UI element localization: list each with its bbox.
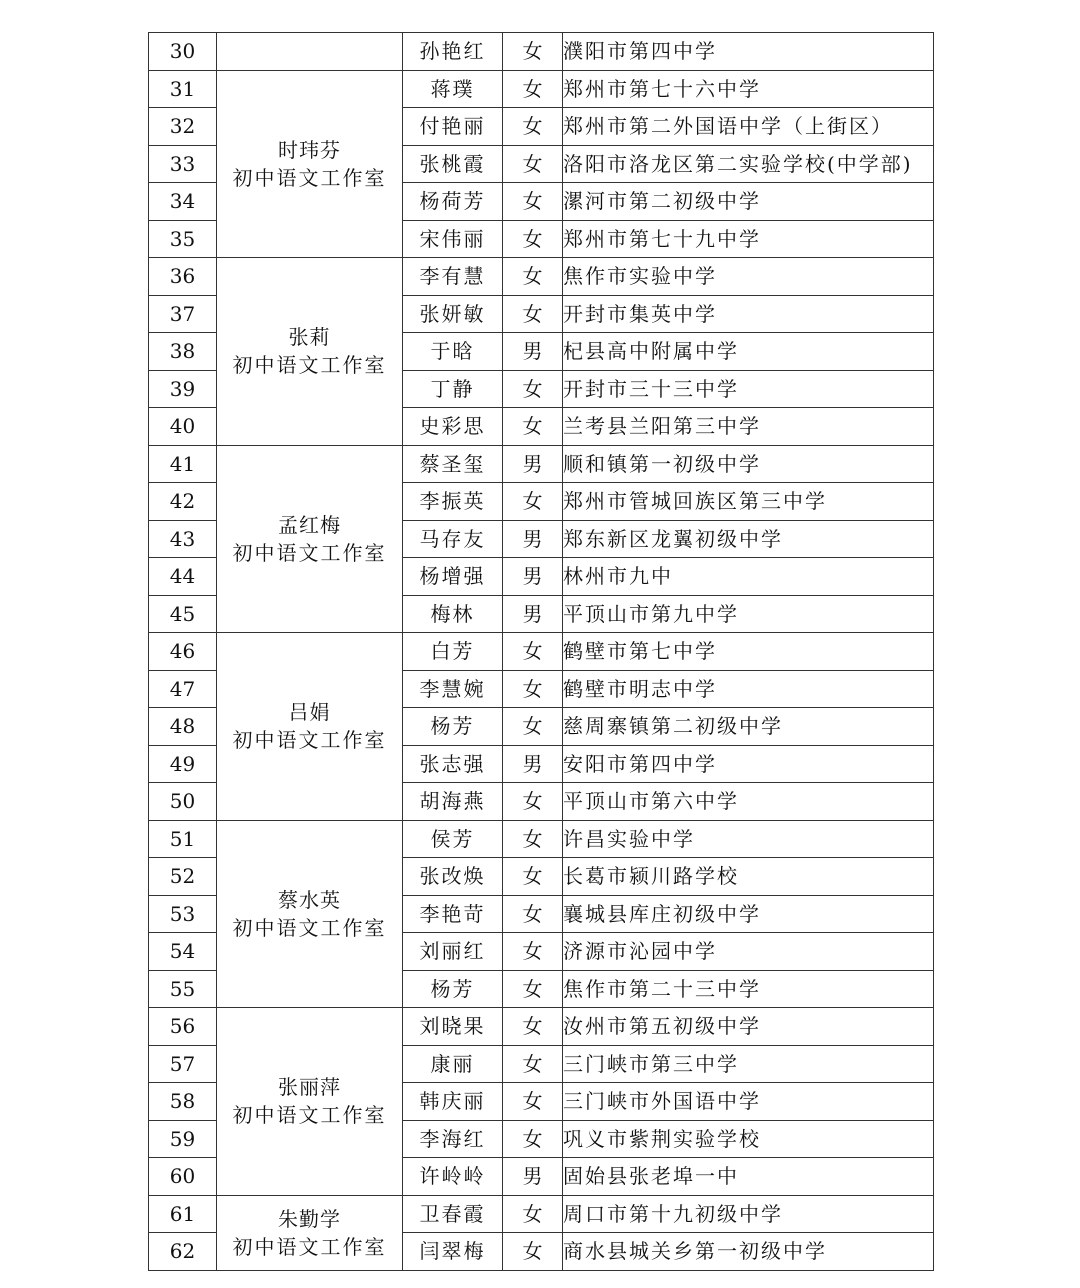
member-school: 开封市三十三中学 (563, 370, 934, 408)
member-name: 张志强 (403, 745, 503, 783)
member-name: 刘晓果 (403, 1008, 503, 1046)
studio-cell (217, 1008, 403, 1196)
member-name: 蔡圣玺 (403, 445, 503, 483)
row-number: 53 (149, 895, 217, 933)
member-school: 固始县张老埠一中 (563, 1158, 934, 1196)
member-school: 平顶山市第九中学 (563, 595, 934, 633)
member-name: 丁静 (403, 370, 503, 408)
member-school: 郑州市第七十六中学 (563, 70, 934, 108)
member-name: 韩庆丽 (403, 1083, 503, 1121)
member-gender: 男 (503, 558, 563, 596)
member-gender: 女 (503, 1120, 563, 1158)
studio-cell (217, 820, 403, 1008)
row-number: 54 (149, 933, 217, 971)
member-school: 巩义市紫荆实验学校 (563, 1120, 934, 1158)
row-number: 30 (149, 33, 217, 71)
member-school: 濮阳市第四中学 (563, 33, 934, 71)
member-name: 于晗 (403, 333, 503, 371)
member-gender: 女 (503, 183, 563, 221)
member-name: 杨芳 (403, 970, 503, 1008)
member-name: 许岭岭 (403, 1158, 503, 1196)
row-number: 46 (149, 633, 217, 671)
member-gender: 女 (503, 1045, 563, 1083)
member-school: 兰考县兰阳第三中学 (563, 408, 934, 446)
member-name: 杨荷芳 (403, 183, 503, 221)
member-name: 蒋璞 (403, 70, 503, 108)
studio-cell (217, 258, 403, 446)
row-number: 38 (149, 333, 217, 371)
member-gender: 女 (503, 145, 563, 183)
row-number: 39 (149, 370, 217, 408)
member-gender: 女 (503, 408, 563, 446)
member-gender: 女 (503, 1195, 563, 1233)
row-number: 34 (149, 183, 217, 221)
member-school: 济源市沁园中学 (563, 933, 934, 971)
member-gender: 女 (503, 1083, 563, 1121)
member-school: 许昌实验中学 (563, 820, 934, 858)
member-name: 李振英 (403, 483, 503, 521)
studio-leader: 张莉 (288, 325, 331, 350)
member-name: 梅林 (403, 595, 503, 633)
row-number: 62 (149, 1233, 217, 1271)
member-name: 杨芳 (403, 708, 503, 746)
roster-body (149, 33, 934, 1271)
studio-cell (217, 70, 403, 258)
member-school: 慈周寨镇第二初级中学 (563, 708, 934, 746)
row-number: 43 (149, 520, 217, 558)
member-name: 李艳苛 (403, 895, 503, 933)
row-number: 42 (149, 483, 217, 521)
member-school: 郑州市第七十九中学 (563, 220, 934, 258)
studio-leader: 朱勤学 (278, 1206, 341, 1231)
member-gender: 男 (503, 445, 563, 483)
table-row (149, 820, 934, 858)
member-school: 焦作市实验中学 (563, 258, 934, 296)
table-row (149, 70, 934, 108)
member-school: 襄城县库庄初级中学 (563, 895, 934, 933)
studio-label: 初中语文工作室 (232, 165, 387, 190)
studio-cell (217, 445, 403, 633)
member-name: 康丽 (403, 1045, 503, 1083)
member-school: 郑东新区龙翼初级中学 (563, 520, 934, 558)
member-gender: 女 (503, 708, 563, 746)
member-school: 鹤壁市明志中学 (563, 670, 934, 708)
member-school: 漯河市第二初级中学 (563, 183, 934, 221)
studio-cell (217, 1195, 403, 1270)
member-gender: 男 (503, 745, 563, 783)
row-number: 50 (149, 783, 217, 821)
member-gender: 女 (503, 783, 563, 821)
member-gender: 女 (503, 1008, 563, 1046)
studio-leader: 时玮芬 (278, 137, 341, 162)
member-gender: 男 (503, 1158, 563, 1196)
row-number: 40 (149, 408, 217, 446)
member-school: 安阳市第四中学 (563, 745, 934, 783)
member-school: 周口市第十九初级中学 (563, 1195, 934, 1233)
row-number: 55 (149, 970, 217, 1008)
row-number: 51 (149, 820, 217, 858)
member-school: 郑州市第二外国语中学（上街区） (563, 108, 934, 146)
member-name: 杨增强 (403, 558, 503, 596)
member-gender: 女 (503, 483, 563, 521)
row-number: 56 (149, 1008, 217, 1046)
row-number: 31 (149, 70, 217, 108)
member-name: 李海红 (403, 1120, 503, 1158)
row-number: 35 (149, 220, 217, 258)
member-name: 白芳 (403, 633, 503, 671)
member-gender: 男 (503, 520, 563, 558)
member-name: 张改焕 (403, 858, 503, 896)
member-school: 平顶山市第六中学 (563, 783, 934, 821)
member-gender: 女 (503, 633, 563, 671)
member-gender: 女 (503, 33, 563, 71)
row-number: 37 (149, 295, 217, 333)
member-gender: 男 (503, 595, 563, 633)
table-row (149, 33, 934, 71)
row-number: 59 (149, 1120, 217, 1158)
studio-leader: 吕娟 (288, 700, 331, 725)
studio-cell (217, 633, 403, 821)
member-name: 胡海燕 (403, 783, 503, 821)
table-row (149, 633, 934, 671)
roster-table (148, 32, 934, 1271)
member-school: 长葛市颍川路学校 (563, 858, 934, 896)
studio-label: 初中语文工作室 (232, 728, 387, 753)
member-gender: 女 (503, 1233, 563, 1271)
member-name: 闫翠梅 (403, 1233, 503, 1271)
table-row (149, 445, 934, 483)
member-school: 顺和镇第一初级中学 (563, 445, 934, 483)
row-number: 60 (149, 1158, 217, 1196)
row-number: 61 (149, 1195, 217, 1233)
row-number: 52 (149, 858, 217, 896)
member-gender: 女 (503, 108, 563, 146)
member-name: 宋伟丽 (403, 220, 503, 258)
member-gender: 女 (503, 370, 563, 408)
studio-label: 初中语文工作室 (232, 353, 387, 378)
row-number: 57 (149, 1045, 217, 1083)
member-gender: 女 (503, 258, 563, 296)
member-gender: 男 (503, 333, 563, 371)
member-school: 鹤壁市第七中学 (563, 633, 934, 671)
member-school: 洛阳市洛龙区第二实验学校(中学部) (563, 145, 934, 183)
studio-label: 初中语文工作室 (232, 1103, 387, 1128)
member-gender: 女 (503, 858, 563, 896)
row-number: 41 (149, 445, 217, 483)
member-gender: 女 (503, 295, 563, 333)
row-number: 45 (149, 595, 217, 633)
member-gender: 女 (503, 895, 563, 933)
member-gender: 女 (503, 670, 563, 708)
row-number: 33 (149, 145, 217, 183)
studio-label: 初中语文工作室 (232, 540, 387, 565)
member-gender: 女 (503, 70, 563, 108)
member-school: 商水县城关乡第一初级中学 (563, 1233, 934, 1271)
member-name: 张妍敏 (403, 295, 503, 333)
member-school: 开封市集英中学 (563, 295, 934, 333)
studio-label: 初中语文工作室 (232, 1234, 387, 1259)
studio-leader: 张丽萍 (278, 1075, 341, 1100)
studio-cell (217, 33, 403, 71)
studio-leader: 孟红梅 (278, 512, 341, 537)
member-name: 张桃霞 (403, 145, 503, 183)
row-number: 36 (149, 258, 217, 296)
member-name: 孙艳红 (403, 33, 503, 71)
table-row (149, 258, 934, 296)
member-school: 杞县高中附属中学 (563, 333, 934, 371)
studio-leader: 蔡水英 (278, 887, 341, 912)
row-number: 44 (149, 558, 217, 596)
member-school: 郑州市管城回族区第三中学 (563, 483, 934, 521)
table-row (149, 1195, 934, 1233)
member-name: 史彩思 (403, 408, 503, 446)
member-name: 马存友 (403, 520, 503, 558)
member-gender: 女 (503, 220, 563, 258)
member-gender: 女 (503, 933, 563, 971)
member-school: 汝州市第五初级中学 (563, 1008, 934, 1046)
member-name: 李有慧 (403, 258, 503, 296)
member-name: 付艳丽 (403, 108, 503, 146)
member-name: 卫春霞 (403, 1195, 503, 1233)
row-number: 47 (149, 670, 217, 708)
member-school: 林州市九中 (563, 558, 934, 596)
member-name: 侯芳 (403, 820, 503, 858)
member-name: 刘丽红 (403, 933, 503, 971)
row-number: 49 (149, 745, 217, 783)
studio-label: 初中语文工作室 (232, 915, 387, 940)
member-school: 焦作市第二十三中学 (563, 970, 934, 1008)
member-name: 李慧婉 (403, 670, 503, 708)
member-school: 三门峡市外国语中学 (563, 1083, 934, 1121)
table-row (149, 1008, 934, 1046)
member-gender: 女 (503, 970, 563, 1008)
row-number: 58 (149, 1083, 217, 1121)
member-gender: 女 (503, 820, 563, 858)
row-number: 48 (149, 708, 217, 746)
row-number: 32 (149, 108, 217, 146)
member-school: 三门峡市第三中学 (563, 1045, 934, 1083)
